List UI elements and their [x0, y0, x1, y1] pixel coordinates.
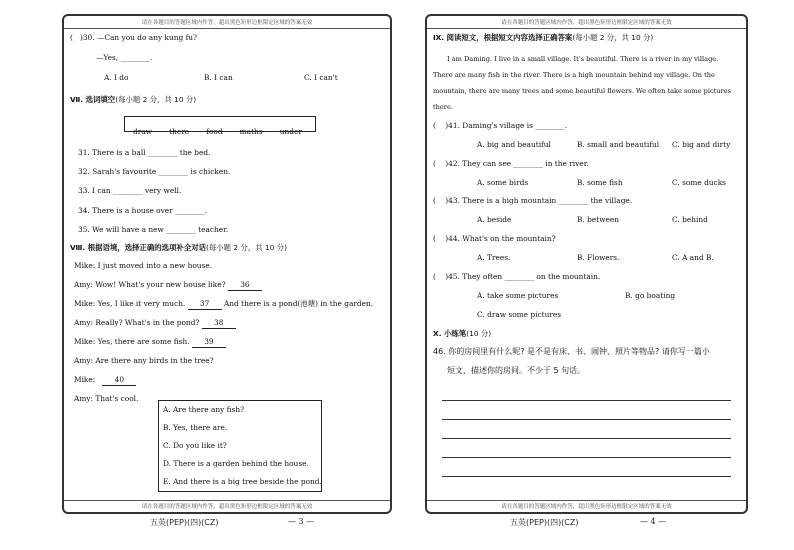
q42: ( )42. They can see ________ in the river.: [433, 159, 589, 168]
word-there: there: [169, 127, 190, 136]
header-note: 请在各题目的答题区域内作答，超出黑色矩形边框限定区域的答案无效: [141, 20, 313, 26]
q34: 34. There is a house over ________.: [78, 206, 207, 215]
q30-option-c: C. I can't: [304, 73, 338, 82]
q42-option-b: B. some fish: [577, 178, 623, 187]
blank-40[interactable]: 40: [102, 375, 136, 386]
q30-option-a: A. I do: [104, 73, 129, 82]
right-page-number: — 4 —: [640, 517, 667, 526]
dialogue-line-3: Mike: Yes, I like it very much. 37 And there is a pond(池塘) in the garden.: [74, 299, 374, 308]
q45-option-b: B. go boating: [625, 291, 676, 300]
section10-title: Ⅹ. 小练笔(10 分): [433, 329, 492, 338]
left-page-number: — 3 —: [288, 517, 315, 526]
dialogue-line-2: Amy: Wow! What's your new house like? 36: [74, 280, 262, 291]
footer-note: 请在各题目的答题区域内作答，超出黑色矩形边框限定区域的答案无效: [501, 504, 672, 510]
choice-e: E. And there is a big tree beside the pond.: [163, 477, 322, 486]
choice-c: C. Do you like it?: [163, 441, 227, 450]
passage-line-1: I am Daming. I live in a small village. It's beautiful. There is a river in my village.: [447, 55, 719, 63]
word-food: food: [206, 127, 223, 136]
writing-line-3[interactable]: [442, 438, 731, 439]
word-maths: maths: [239, 127, 263, 136]
footer-note: 请在各题目的答题区域内作答，超出黑色矩形边框限定区域的答案无效: [141, 504, 313, 510]
writing-line-2[interactable]: [442, 419, 731, 420]
q46-prompt-2: 短文，描述你的房间。不少于 5 句话。: [447, 366, 586, 375]
dialogue-line-8: Amy: That's cool.: [74, 394, 139, 403]
q44-option-a: A. Trees.: [477, 253, 511, 262]
blank-36[interactable]: 36: [228, 280, 262, 291]
q45: ( )45. They often ________ on the mountain.: [433, 272, 601, 281]
q41-option-a: A. big and beautiful: [477, 140, 551, 149]
q45-option-c: C. draw some pictures: [477, 310, 562, 319]
q46-prompt-1: 46. 你的房间里有什么呢? 是不是有床、书、闹钟、照片等物品? 请你写一篇小: [433, 347, 710, 356]
right-page: [425, 14, 748, 514]
left-footer-code: 五英(PEP)(四)(CZ): [150, 518, 219, 527]
word-under: under: [279, 127, 302, 136]
header-divider: [64, 28, 390, 29]
q33: 33. I can ________ very well.: [78, 186, 182, 195]
q44-option-b: B. Flowers.: [577, 253, 620, 262]
dialogue-line-6: Amy: Are there any birds in the tree?: [74, 356, 214, 365]
q45-option-a: A. take some pictures: [477, 291, 559, 300]
section9-title: Ⅸ. 阅读短文，根据短文内容选择正确答案(每小题 2 分，共 10 分): [433, 33, 654, 42]
left-page: [62, 14, 392, 514]
passage-line-4: there.: [433, 103, 453, 111]
choice-d: D. There is a garden behind the house.: [163, 459, 309, 468]
q43-option-a: A. beside: [477, 215, 512, 224]
q43: ( )43. There is a high mountain ________ the village.: [433, 196, 633, 205]
blank-38[interactable]: 38: [202, 318, 236, 329]
q41-option-c: C. big and dirty: [672, 140, 731, 149]
choice-b: B. Yes, there are.: [163, 423, 228, 432]
q44: ( )44. What's on the mountain?: [433, 234, 556, 243]
blank-39[interactable]: 39: [192, 337, 226, 348]
writing-line-5[interactable]: [442, 476, 731, 477]
header-note: 请在各题目的答题区域内作答，超出黑色矩形边框限定区域的答案无效: [501, 20, 672, 26]
dialogue-line-7: Mike: 40: [74, 375, 136, 386]
q30-answer: —Yes, ________.: [96, 53, 153, 62]
dialogue-line-1: Mike: I just moved into a new house.: [74, 261, 213, 270]
choice-box: [158, 400, 322, 492]
right-footer-code: 五英(PEP)(四)(CZ): [510, 518, 579, 527]
blank-37[interactable]: 37: [188, 299, 222, 310]
footer-divider: [427, 500, 746, 501]
q32: 32. Sarah's favourite ________ is chicken.: [78, 167, 231, 176]
q42-option-c: C. some ducks: [672, 178, 726, 187]
writing-line-4[interactable]: [442, 457, 731, 458]
q44-option-c: C. A and B.: [672, 253, 714, 262]
header-divider: [427, 28, 746, 29]
section7-title: Ⅶ. 选词填空(每小题 2 分，共 10 分): [70, 95, 197, 104]
passage-line-3: mountain, there are many trees and some beautiful flowers. We often take some pictures: [433, 87, 731, 95]
q42-option-a: A. some birds: [477, 178, 529, 187]
q41-option-b: B. small and beautiful: [577, 140, 660, 149]
dialogue-line-5: Mike: Yes, there are some fish. 39: [74, 337, 226, 348]
word-box: [124, 116, 316, 136]
writing-line-1[interactable]: [442, 400, 731, 401]
q30-option-b: B. I can: [204, 73, 233, 82]
footer-divider: [64, 500, 390, 501]
q31: 31. There is a ball ________ the bed.: [78, 148, 211, 157]
q43-option-c: C. behind: [672, 215, 708, 224]
choice-a: A. Are there any fish?: [163, 405, 245, 414]
q41: ( )41. Daming's village is ________.: [433, 121, 568, 130]
q43-option-b: B. between: [577, 215, 620, 224]
dialogue-line-4: Amy: Really? What's in the pond? 38: [74, 318, 236, 329]
word-draw: draw: [133, 127, 152, 136]
passage-line-2: There are many fish in the river. There is a high mountain behind my village. On the: [433, 71, 715, 79]
section8-title: Ⅷ. 根据语境，选择正确的选项补全对话(每小题 2 分，共 10 分): [70, 243, 288, 252]
q35: 35. We will have a new ________ teacher.: [78, 225, 229, 234]
q30-line: ( )30. —Can you do any kung fu?: [70, 33, 198, 42]
